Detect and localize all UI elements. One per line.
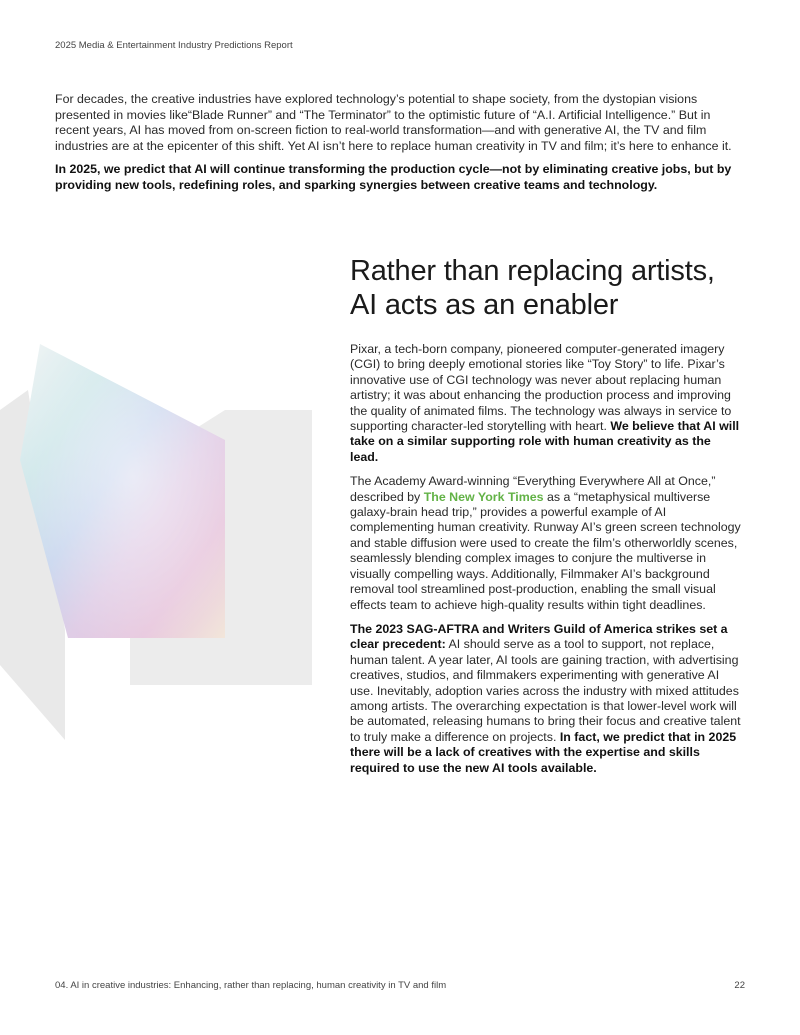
nyt-link[interactable]: The New York Times bbox=[423, 489, 544, 504]
intro-prediction: In 2025, we predict that AI will continue transforming the production cycle—not by eliminating creative jobs, but by providing new tools, redefining roles, and sparking synergies between creative teams and technology. bbox=[55, 162, 732, 192]
everything-everywhere-paragraph: The Academy Award-winning “Everything Everywhere All at Once,” described by The New York Times as a “metaphysical multiverse galaxy-brain head trip,” provides a powerful example of AI complementing human creativity. Runway AI’s green screen technology and stable diffusion were used to create the film’s otherworldly scenes, seamlessly blending complex images to conjure the multiverse in visually compelling ways. Additionally, Filmmaker AI’s background removal tool streamlined post-production, enabling the small visual effects team to achieve high-quality results within tight deadlines. bbox=[350, 474, 741, 612]
intro-section bbox=[55, 92, 745, 194]
page-number: 22 bbox=[734, 980, 745, 991]
strikes-paragraph: The 2023 SAG-AFTRA and Writers Guild of America strikes set a clear precedent: AI should serve as a tool to support, not replace, human talent. A year later, AI tools are gaining traction, with advertising creatives, studios, and filmmakers experimenting with generative AI use. Inevitably, adoption varies across the industry with mixed attitudes among artists. The overarching expectation is that lower-level work will be automated, releasing humans to bring their focus and creative talent to truly make a difference on projects. In fact, we predict that in 2025 there will be a lack of creatives with the expertise and skills required to use the new AI tools available. bbox=[350, 621, 741, 775]
intro-paragraph: For decades, the creative industries have explored technology’s potential to shape society, from the dystopian visions presented in movies like“Blade Runner” and “The Terminator” to the optimistic future of “A.I. Artificial Intelligence.” But in recent years, AI has moved from on-screen fiction to real-world transformation—and with generative AI, the TV and film industries are at the epicenter of this shift. Yet AI isn’t here to replace human creativity in TV and film; it’s here to enhance it. bbox=[55, 92, 732, 153]
report-header: 2025 Media & Entertainment Industry Predictions Report bbox=[55, 40, 293, 51]
enabler-section bbox=[350, 254, 742, 785]
page-footer bbox=[55, 980, 745, 991]
pixar-paragraph: Pixar, a tech-born company, pioneered computer-generated imagery (CGI) to bring deeply emotional stories like “Toy Story” to life. Pixar’s innovative use of CGI technology was never about replacing human artistry; it was about enhancing the production process and improving the quality of animated films. The technology was always in service to supporting character-led storytelling with heart. We believe that AI will take on a similar supporting role with human creativity as the lead. bbox=[350, 342, 740, 464]
decorative-holographic-artwork bbox=[0, 340, 312, 740]
section-heading: Rather than replacing artists, AI acts as an enabler bbox=[350, 255, 715, 321]
footer-chapter-title: 04. AI in creative industries: Enhancing, rather than replacing, human creativity in TV and film bbox=[55, 980, 447, 991]
